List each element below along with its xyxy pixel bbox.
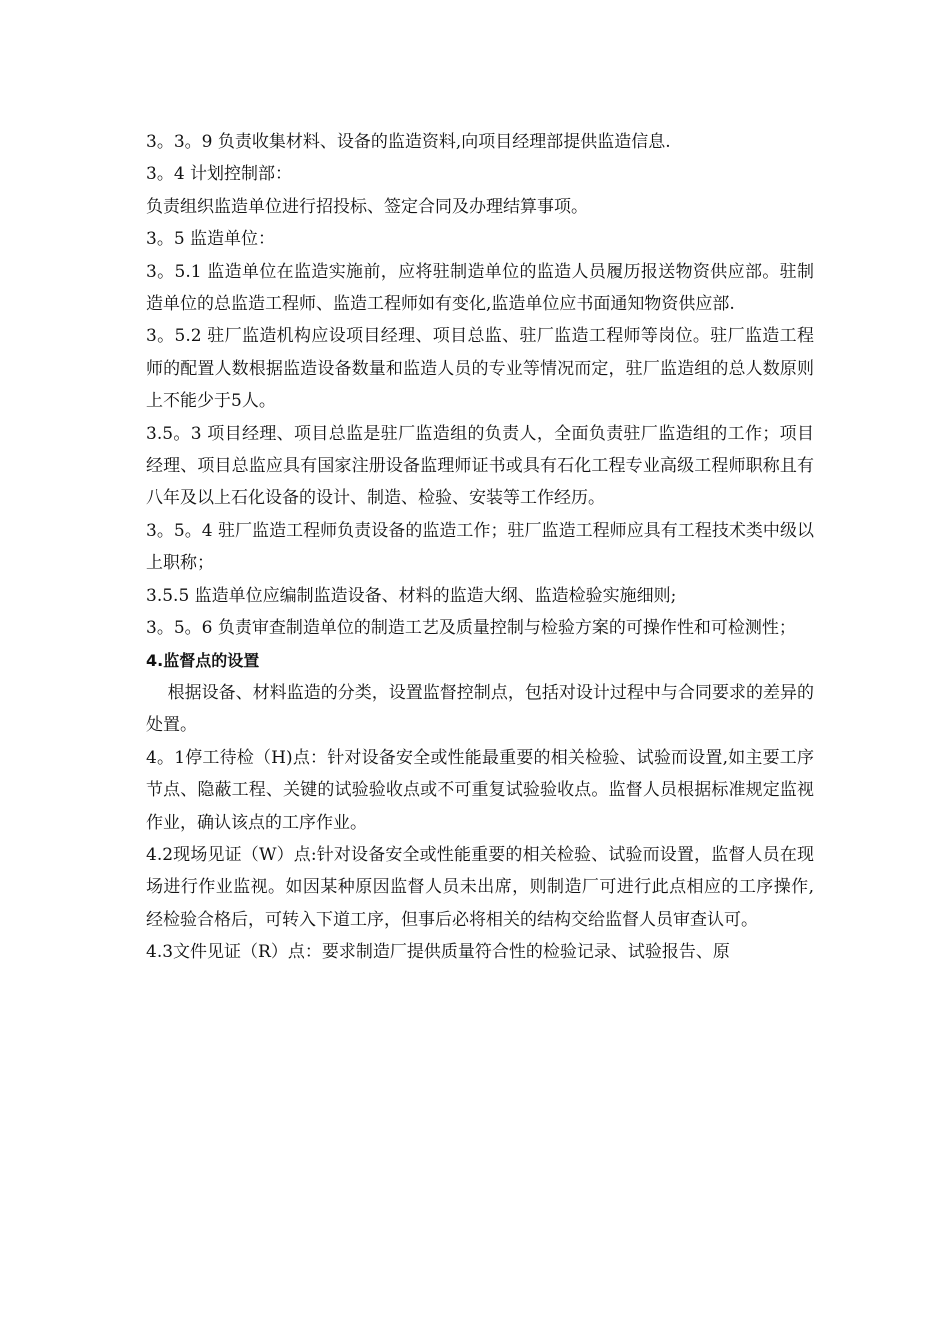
paragraph-3-5-2: 3。5.2 驻厂监造机构应设项目经理、项目总监、驻厂监造工程师等岗位。驻厂监造工程师的配置人数根据监造设备数量和监造人员的专业等情况而定，驻厂监造组的总人数原则上不能少于5人。 (146, 326, 814, 412)
document-body (146, 126, 814, 969)
section-heading: 4.监督点的设置 (146, 650, 260, 670)
paragraph-section-intro: 根据设备、材料监造的分类，设置监督控制点，包括对设计过程中与合同要求的差异的处置。 (146, 682, 814, 736)
paragraph-3-3-9: 3。3。9 负责收集材料、设备的监造资料,向项目经理部提供监造信息. (146, 132, 671, 152)
paragraph-3-5-title: 3。5 监造单位： (146, 229, 276, 250)
paragraph-3-4-title: 3。4 计划控制部： (146, 164, 293, 185)
paragraph-4-1: 4。1停工待检（H)点：针对设备安全或性能最重要的相关检验、试验而设置,如主要工序节点、隐蔽工程、关键的试验验收点或不可重复试验验收点。监督人员根据标准规定监视作业，确认该点的工序作业。 (146, 747, 814, 833)
paragraph-4-3: 4.3文件见证（R）点：要求制造厂提供质量符合性的检验记录、试验报告、原 (146, 942, 730, 963)
paragraph-3-5-4: 3。5。4 驻厂监造工程师负责设备的监造工作；驻厂监造工程师应具有工程技术类中级以上职称； (146, 520, 814, 574)
paragraph-3-5-5: 3.5.5 监造单位应编制监造设备、材料的监造大纲、监造检验实施细则; (146, 585, 677, 606)
paragraph-3-5-3: 3.5。3 项目经理、项目总监是驻厂监造组的负责人，全面负责驻厂监造组的工作；项目经理、项目总监应具有国家注册设备监理师证书或具有石化工程专业高级工程师职称且有八年及以上石化设备的设计、制造、检验、安装等工作经历。 (146, 423, 814, 509)
paragraph-3-5-6: 3。5。6 负责审查制造单位的制造工艺及质量控制与检验方案的可操作性和可检测性； (146, 618, 796, 639)
paragraph-4-2: 4.2现场见证（W）点:针对设备安全或性能重要的相关检验、试验而设置，监督人员在现场进行作业监视。如因某种原因监督人员未出席，则制造厂可进行此点相应的工序操作,经检验合格后，可转入下道工序，但事后必将相关的结构交给监督人员审查认可。 (146, 844, 814, 930)
paragraph-3-5-1: 3。5.1 监造单位在监造实施前，应将驻制造单位的监造人员履历报送物资供应部。驻制造单位的总监造工程师、监造工程师如有变化,监造单位应书面通知物资供应部. (146, 261, 814, 315)
paragraph-3-4-body: 负责组织监造单位进行招投标、签定合同及办理结算事项。 (146, 196, 588, 217)
